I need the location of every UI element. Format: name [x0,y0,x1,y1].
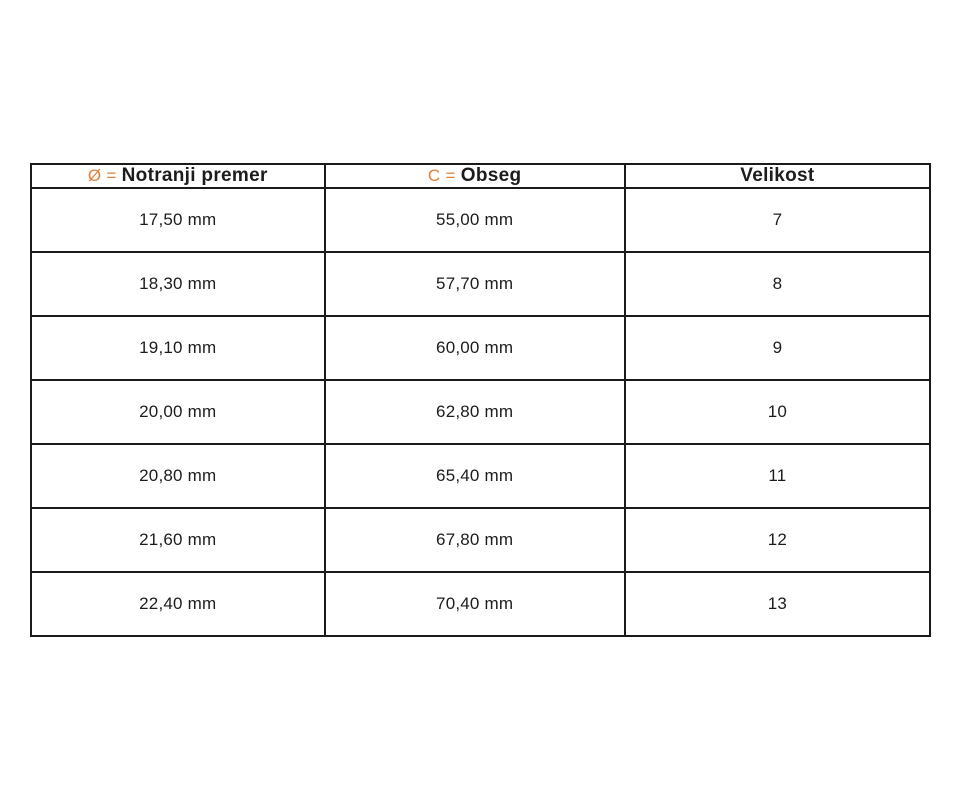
header-diameter-label: Notranji premer [121,165,268,186]
diameter-value: 20,00 mm [31,380,325,444]
header-size-label: Velikost [740,165,815,186]
circumference-value: 70,40 mm [325,572,625,636]
circumference-value: 62,80 mm [325,380,625,444]
header-row [31,164,930,188]
header-cell-diameter [31,164,325,188]
size-value: 13 [625,572,930,636]
diameter-value: 22,40 mm [31,572,325,636]
header-circumference-label: Obseg [460,165,522,186]
size-value: 10 [625,380,930,444]
table-row [31,380,930,444]
size-value: 9 [625,316,930,380]
header-cell-circumference [325,164,625,188]
size-value: 7 [625,188,930,252]
table-row [31,508,930,572]
circumference-value: 55,00 mm [325,188,625,252]
diameter-value: 18,30 mm [31,252,325,316]
circumference-value: 57,70 mm [325,252,625,316]
ring-size-table [30,163,931,637]
table-row [31,572,930,636]
size-value: 11 [625,444,930,508]
size-value: 12 [625,508,930,572]
table-row [31,252,930,316]
circumference-value: 60,00 mm [325,316,625,380]
diameter-value: 17,50 mm [31,188,325,252]
circumference-value: 67,80 mm [325,508,625,572]
header-cell-size [625,164,930,188]
circumference-symbol: C = [427,166,456,185]
size-value: 8 [625,252,930,316]
diameter-value: 19,10 mm [31,316,325,380]
table-row [31,444,930,508]
circumference-value: 65,40 mm [325,444,625,508]
diameter-value: 20,80 mm [31,444,325,508]
diameter-value: 21,60 mm [31,508,325,572]
diameter-symbol: Ø = [87,166,117,185]
table-row [31,188,930,252]
table-row [31,316,930,380]
